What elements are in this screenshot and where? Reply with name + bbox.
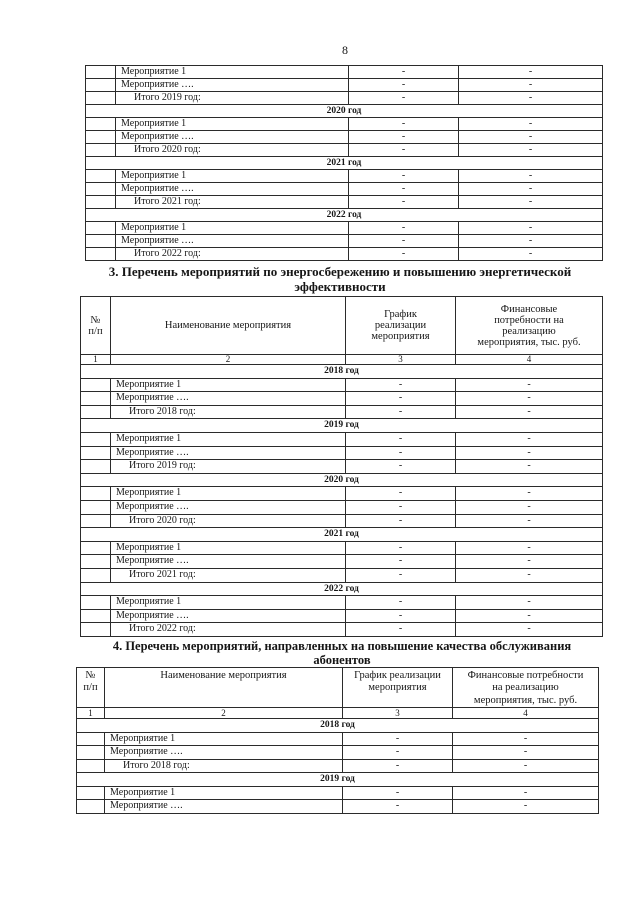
schedule-cell: - (349, 118, 459, 131)
finance-cell: - (453, 746, 599, 760)
finance-cell: - (459, 170, 603, 183)
schedule-cell: - (343, 800, 453, 814)
event-name-cell: Мероприятие …. (116, 79, 349, 92)
event-row (86, 79, 603, 92)
event-name-cell: Мероприятие 1 (111, 596, 346, 610)
row-number-cell (86, 248, 116, 261)
row-number-cell (81, 487, 111, 501)
year-row (86, 157, 603, 170)
finance-cell: - (453, 732, 599, 746)
schedule-cell: - (346, 514, 456, 528)
total-row (81, 623, 603, 637)
event-name-cell: Мероприятие …. (116, 131, 349, 144)
schedule-cell: - (346, 405, 456, 419)
row-number-cell (81, 432, 111, 446)
event-row (77, 732, 599, 746)
finance-cell: - (456, 432, 603, 446)
event-name-cell: Итого 2019 год: (116, 92, 349, 105)
event-name-cell: Мероприятие …. (111, 609, 346, 623)
finance-cell: - (456, 596, 603, 610)
column-number: 1 (77, 708, 105, 719)
row-number-cell (81, 405, 111, 419)
schedule-cell: - (346, 555, 456, 569)
total-row (81, 514, 603, 528)
row-number-cell (86, 144, 116, 157)
schedule-cell: - (349, 196, 459, 209)
year-row (81, 528, 603, 542)
row-number-cell (81, 541, 111, 555)
year-row (81, 419, 603, 433)
finance-cell: - (459, 118, 603, 131)
year-row (86, 105, 603, 118)
header-event-name: Наименование мероприятия (111, 297, 346, 355)
row-number-cell (81, 446, 111, 460)
column-number-row (81, 355, 603, 365)
event-row (86, 235, 603, 248)
row-number-cell (81, 392, 111, 406)
finance-cell: - (456, 392, 603, 406)
finance-cell: - (453, 800, 599, 814)
event-name-cell: Итого 2018 год: (111, 405, 346, 419)
section-4-heading: 4. Перечень мероприятий, направленных на повышение качества обслуживания абонентов (112, 638, 572, 667)
event-row (81, 392, 603, 406)
total-row (81, 568, 603, 582)
year-row (77, 773, 599, 787)
energy-saving-table (80, 296, 603, 637)
event-name-cell: Мероприятие 1 (116, 170, 349, 183)
finance-cell: - (456, 500, 603, 514)
row-number-cell (86, 131, 116, 144)
event-row (81, 609, 603, 623)
schedule-cell: - (349, 170, 459, 183)
finance-cell: - (459, 92, 603, 105)
page-number: 8 (342, 43, 348, 57)
year-cell: 2019 год (77, 773, 599, 787)
finance-cell: - (456, 623, 603, 637)
schedule-cell: - (346, 596, 456, 610)
column-number: 4 (453, 708, 599, 719)
schedule-cell: - (349, 222, 459, 235)
row-number-cell (77, 746, 105, 760)
event-name-cell: Мероприятие 1 (116, 66, 349, 79)
event-name-cell: Мероприятие 1 (111, 432, 346, 446)
section-3-heading: 3. Перечень мероприятий по энергосбережению и повышению энергетической эффективности (108, 264, 572, 294)
schedule-cell: - (346, 541, 456, 555)
event-name-cell: Мероприятие 1 (105, 786, 343, 800)
schedule-cell: - (349, 66, 459, 79)
schedule-cell: - (346, 609, 456, 623)
row-number-cell (86, 170, 116, 183)
total-row (81, 460, 603, 474)
column-number: 3 (346, 355, 456, 365)
event-name-cell: Мероприятие …. (111, 500, 346, 514)
schedule-cell: - (346, 446, 456, 460)
year-cell: 2020 год (81, 473, 603, 487)
row-number-cell (81, 500, 111, 514)
event-row (77, 800, 599, 814)
year-cell: 2021 год (81, 528, 603, 542)
column-number: 2 (105, 708, 343, 719)
event-name-cell: Мероприятие …. (105, 800, 343, 814)
event-name-cell: Мероприятие …. (116, 183, 349, 196)
schedule-cell: - (346, 432, 456, 446)
schedule-cell: - (349, 183, 459, 196)
event-row (81, 446, 603, 460)
event-name-cell: Мероприятие 1 (111, 541, 346, 555)
event-row (81, 378, 603, 392)
continued-table-body (86, 66, 603, 261)
schedule-cell: - (343, 786, 453, 800)
event-row (77, 786, 599, 800)
header-finance: Финансовые потребности на реализацию мероприятия, тыс. руб. (453, 667, 599, 708)
schedule-cell: - (349, 131, 459, 144)
finance-cell: - (456, 568, 603, 582)
event-row (86, 66, 603, 79)
schedule-cell: - (346, 623, 456, 637)
schedule-cell: - (343, 746, 453, 760)
header-schedule: График реализации мероприятия (343, 667, 453, 708)
schedule-cell: - (349, 144, 459, 157)
event-name-cell: Итого 2020 год: (116, 144, 349, 157)
service-quality-table-header (77, 667, 599, 719)
event-name-cell: Мероприятие 1 (116, 222, 349, 235)
finance-cell: - (456, 460, 603, 474)
service-quality-table-body (77, 719, 599, 814)
header-number: № п/п (77, 667, 105, 708)
year-row (81, 582, 603, 596)
finance-cell: - (456, 555, 603, 569)
event-name-cell: Мероприятие …. (111, 555, 346, 569)
column-number: 3 (343, 708, 453, 719)
energy-saving-table-body (81, 365, 603, 637)
row-number-cell (86, 183, 116, 196)
year-row (86, 209, 603, 222)
event-name-cell: Итого 2018 год: (105, 759, 343, 773)
total-row (77, 759, 599, 773)
event-name-cell: Итого 2022 год: (116, 248, 349, 261)
row-number-cell (77, 800, 105, 814)
row-number-cell (86, 66, 116, 79)
year-cell: 2018 год (81, 365, 603, 379)
year-row (77, 719, 599, 733)
schedule-cell: - (346, 378, 456, 392)
finance-cell: - (456, 514, 603, 528)
event-name-cell: Итого 2020 год: (111, 514, 346, 528)
finance-cell: - (459, 196, 603, 209)
continued-table (85, 65, 603, 261)
row-number-cell (86, 79, 116, 92)
schedule-cell: - (343, 759, 453, 773)
finance-cell: - (456, 487, 603, 501)
finance-cell: - (459, 222, 603, 235)
event-name-cell: Мероприятие 1 (105, 732, 343, 746)
row-number-cell (86, 196, 116, 209)
row-number-cell (86, 92, 116, 105)
row-number-cell (86, 118, 116, 131)
header-number: № п/п (81, 297, 111, 355)
finance-cell: - (459, 183, 603, 196)
event-name-cell: Мероприятие 1 (116, 118, 349, 131)
event-row (81, 500, 603, 514)
year-cell: 2018 год (77, 719, 599, 733)
row-number-cell (81, 596, 111, 610)
column-number: 2 (111, 355, 346, 365)
finance-cell: - (459, 131, 603, 144)
finance-cell: - (456, 609, 603, 623)
row-number-cell (77, 786, 105, 800)
event-row (81, 596, 603, 610)
event-row (81, 541, 603, 555)
event-name-cell: Мероприятие 1 (111, 378, 346, 392)
row-number-cell (81, 378, 111, 392)
schedule-cell: - (346, 460, 456, 474)
header-finance: Финансовые потребности на реализацию мероприятия, тыс. руб. (456, 297, 603, 355)
row-number-cell (86, 222, 116, 235)
column-number: 4 (456, 355, 603, 365)
finance-cell: - (456, 378, 603, 392)
event-name-cell: Мероприятие …. (105, 746, 343, 760)
header-row (81, 297, 603, 355)
schedule-cell: - (346, 568, 456, 582)
total-row (86, 248, 603, 261)
event-name-cell: Итого 2019 год: (111, 460, 346, 474)
finance-cell: - (459, 144, 603, 157)
finance-cell: - (459, 235, 603, 248)
finance-cell: - (453, 759, 599, 773)
row-number-cell (81, 568, 111, 582)
schedule-cell: - (349, 235, 459, 248)
event-name-cell: Итого 2021 год: (111, 568, 346, 582)
total-row (81, 405, 603, 419)
event-row (81, 432, 603, 446)
header-row (77, 667, 599, 708)
event-row (86, 118, 603, 131)
schedule-cell: - (349, 79, 459, 92)
schedule-cell: - (346, 392, 456, 406)
total-row (86, 144, 603, 157)
finance-cell: - (459, 66, 603, 79)
event-row (81, 555, 603, 569)
year-row (81, 473, 603, 487)
schedule-cell: - (349, 248, 459, 261)
finance-cell: - (459, 248, 603, 261)
event-name-cell: Мероприятие …. (111, 392, 346, 406)
row-number-cell (81, 514, 111, 528)
event-name-cell: Мероприятие 1 (111, 487, 346, 501)
header-event-name: Наименование мероприятия (105, 667, 343, 708)
total-row (86, 196, 603, 209)
column-number-row (77, 708, 599, 719)
schedule-cell: - (346, 500, 456, 514)
finance-cell: - (459, 79, 603, 92)
finance-cell: - (453, 786, 599, 800)
event-name-cell: Мероприятие …. (111, 446, 346, 460)
total-row (86, 92, 603, 105)
event-name-cell: Мероприятие …. (116, 235, 349, 248)
event-row (77, 746, 599, 760)
schedule-cell: - (349, 92, 459, 105)
event-row (86, 222, 603, 235)
finance-cell: - (456, 541, 603, 555)
header-schedule: График реализации мероприятия (346, 297, 456, 355)
event-name-cell: Итого 2021 год: (116, 196, 349, 209)
year-cell: 2022 год (81, 582, 603, 596)
year-cell: 2021 год (86, 157, 603, 170)
row-number-cell (77, 732, 105, 746)
event-row (86, 131, 603, 144)
schedule-cell: - (346, 487, 456, 501)
event-row (86, 183, 603, 196)
year-cell: 2020 год (86, 105, 603, 118)
year-cell: 2019 год (81, 419, 603, 433)
column-number: 1 (81, 355, 111, 365)
row-number-cell (81, 555, 111, 569)
finance-cell: - (456, 446, 603, 460)
row-number-cell (77, 759, 105, 773)
event-name-cell: Итого 2022 год: (111, 623, 346, 637)
finance-cell: - (456, 405, 603, 419)
row-number-cell (81, 623, 111, 637)
schedule-cell: - (343, 732, 453, 746)
row-number-cell (81, 460, 111, 474)
event-row (86, 170, 603, 183)
event-row (81, 487, 603, 501)
year-cell: 2022 год (86, 209, 603, 222)
year-row (81, 365, 603, 379)
row-number-cell (86, 235, 116, 248)
row-number-cell (81, 609, 111, 623)
service-quality-table (76, 667, 599, 814)
energy-saving-table-header (81, 297, 603, 365)
